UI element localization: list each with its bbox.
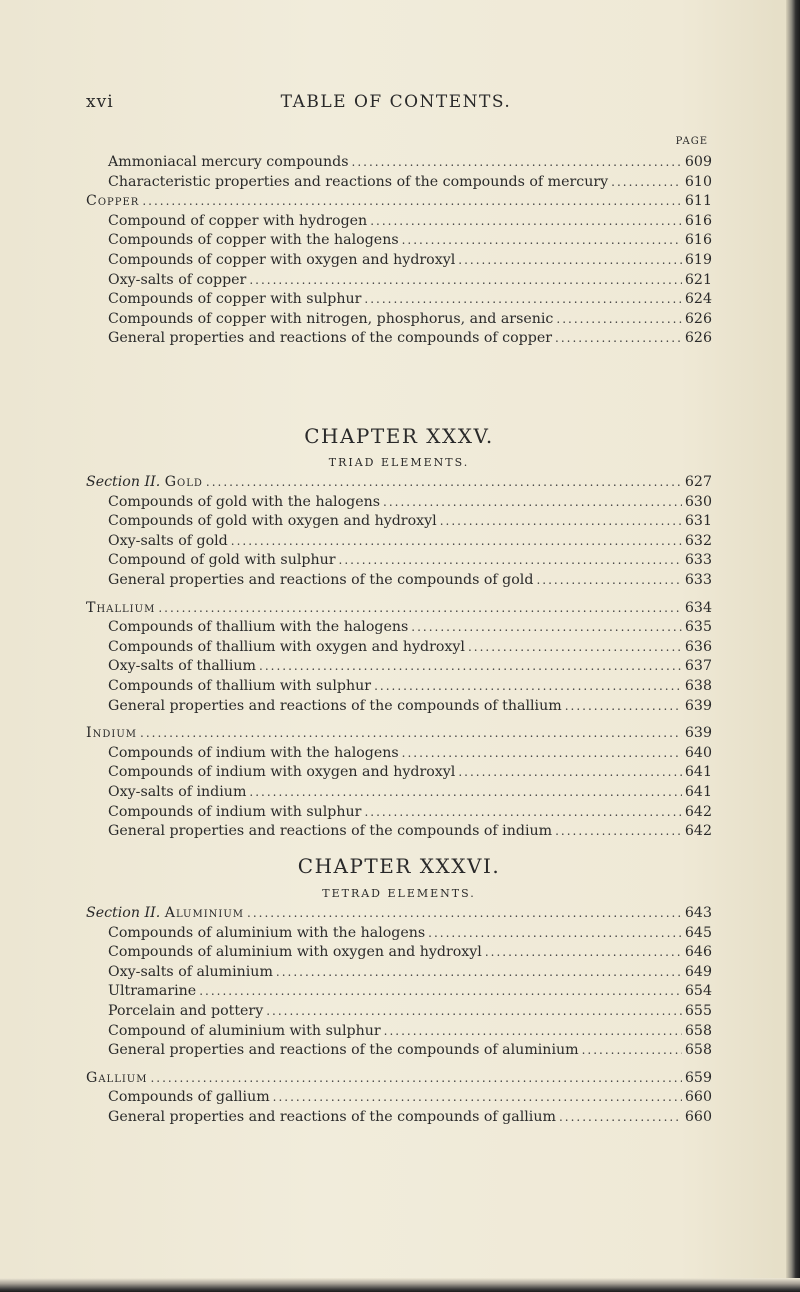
leader-dots [555, 824, 682, 838]
toc-entry-text: Compounds of copper with the halogens [108, 232, 399, 249]
leader-dots [559, 1110, 682, 1124]
toc-entry-page: 626 [684, 310, 712, 327]
toc-entry-page: 633 [684, 552, 712, 569]
toc-entry-label [108, 232, 399, 248]
toc-entry-text: Compound of gold with sulphur [108, 552, 336, 569]
toc-entry-page: 637 [684, 658, 712, 675]
toc-entry[interactable] [86, 784, 712, 804]
toc-entry-text: Porcelain and pottery [108, 1002, 264, 1019]
toc-entry-label [108, 698, 562, 714]
toc-entry-label [108, 658, 256, 674]
toc-entry[interactable] [86, 291, 712, 311]
leader-dots [565, 699, 682, 713]
toc-entry-label [108, 330, 552, 346]
toc-entry-text: Compounds of indium with oxygen and hydroxyl [108, 764, 456, 781]
toc-entry-text: General properties and reactions of the compounds of thallium [108, 697, 562, 714]
toc-entry-text: Compounds of copper with nitrogen, phosphorus, and arsenic [108, 310, 554, 327]
running-header [86, 92, 706, 116]
section-gap [86, 592, 712, 600]
leader-dots [555, 331, 682, 345]
toc-entry-text: Compounds of gold with oxygen and hydroxyl [108, 513, 437, 530]
toc-entry-page: 641 [684, 783, 712, 800]
leader-dots [611, 175, 682, 189]
toc-entry-text: Compounds of thallium with the halogens [108, 619, 409, 636]
toc-entry[interactable] [86, 658, 712, 678]
toc-entry-page: 643 [684, 905, 712, 921]
toc-entry[interactable] [86, 764, 712, 784]
toc-entry-label [108, 925, 425, 941]
leader-dots [370, 214, 682, 228]
leader-dots [339, 553, 682, 567]
toc-entry[interactable] [86, 474, 712, 494]
toc-entry[interactable] [86, 232, 712, 252]
toc-entry-text: Compounds of gallium [108, 1089, 270, 1106]
toc-entry[interactable] [86, 272, 712, 292]
leader-dots [266, 1004, 682, 1018]
toc-entry-page: 627 [684, 474, 712, 490]
toc-entry-page: 645 [684, 924, 712, 941]
toc-entry-text: Compound of copper with hydrogen [108, 212, 368, 229]
toc-entry-text: Oxy-salts of copper [108, 271, 247, 288]
toc-entry-page: 634 [684, 599, 712, 616]
toc-entry[interactable] [86, 698, 712, 718]
toc-entry-label [86, 905, 244, 921]
toc-chapter-36 [86, 905, 712, 1129]
toc-entry-page: 660 [684, 1089, 712, 1106]
toc-entry[interactable] [86, 1089, 712, 1109]
leader-dots [352, 155, 682, 169]
toc-entry-label [108, 639, 465, 655]
toc-entry-text: Ammoniacal mercury compounds [108, 154, 349, 170]
section-prefix: Section II. [86, 474, 165, 490]
toc-entry-text: Oxy-salts of gold [108, 532, 228, 549]
toc-entry-label [86, 600, 155, 616]
leader-dots [536, 573, 681, 587]
toc-entry-page: 641 [684, 764, 712, 781]
toc-entry-text: Compounds of copper with sulphur [108, 291, 362, 308]
toc-entry-text: Compounds of aluminium with oxygen and hydroxyl [108, 944, 482, 961]
leader-dots [364, 805, 681, 819]
toc-entry-page: 619 [684, 251, 712, 268]
toc-entry-label [108, 291, 361, 307]
toc-entry-page: 610 [684, 173, 712, 190]
section-prefix: Section II. [86, 905, 165, 921]
toc-entry-page: 658 [684, 1042, 712, 1059]
toc-entry-page: 635 [684, 619, 712, 636]
toc-entry-text: Ultramarine [108, 983, 197, 1000]
leader-dots [458, 253, 682, 267]
leader-dots [411, 620, 682, 634]
toc-entry-text: Oxy-salts of indium [108, 783, 247, 800]
toc-entry[interactable] [86, 572, 712, 592]
toc-entry-page: 632 [684, 532, 712, 549]
leader-dots [468, 640, 682, 654]
toc-entry-label [108, 619, 408, 635]
toc-entry-label [86, 193, 139, 209]
leader-dots [374, 679, 682, 693]
toc-entry-text: Gold [164, 474, 203, 490]
leader-dots [249, 785, 682, 799]
toc-entry-label [108, 1003, 263, 1019]
toc-entry-text: Thallium [86, 599, 156, 616]
toc-entry-page: 631 [684, 513, 712, 530]
toc-entry-label [108, 764, 455, 780]
section-gap [86, 717, 712, 725]
toc-entry-label [108, 572, 533, 588]
leader-dots [485, 945, 682, 959]
toc-entry-label [108, 983, 196, 999]
toc-entry-text: General properties and reactions of the compounds of gold [108, 571, 534, 588]
toc-entry-text: Compounds of gold with the halogens [108, 493, 381, 510]
toc-entry-page: 621 [684, 271, 712, 288]
toc-entry-text: Compounds of thallium with oxygen and hydroxyl [108, 638, 465, 655]
toc-entry-page: 611 [684, 193, 712, 210]
toc-entry-page: 639 [684, 697, 712, 714]
toc-entry-page: 646 [684, 944, 712, 961]
toc-entry-text: General properties and reactions of the compounds of gallium [108, 1108, 556, 1125]
toc-entry[interactable] [86, 213, 712, 233]
leader-dots [402, 746, 682, 760]
toc-entry-label [108, 944, 482, 960]
leader-dots [150, 1071, 681, 1085]
toc-entry-text: General properties and reactions of the compounds of aluminium [108, 1042, 579, 1059]
toc-entry[interactable] [86, 1003, 712, 1023]
leader-dots [231, 534, 682, 548]
leader-dots [158, 601, 682, 615]
toc-entry[interactable] [86, 639, 712, 659]
toc-entry-label [108, 1089, 270, 1105]
toc-entry-label [86, 1070, 147, 1086]
toc-entry-text: Compounds of indium with the halogens [108, 744, 399, 761]
toc-entry-text: Copper [86, 193, 140, 210]
toc-entry-text: Compounds of thallium with sulphur [108, 677, 372, 694]
toc-entry[interactable] [86, 1042, 712, 1062]
toc-entry-page: 624 [684, 291, 712, 308]
toc-entry-label [108, 311, 553, 327]
toc-entry-label [108, 1109, 556, 1125]
toc-entry-page: 633 [684, 571, 712, 588]
toc-entry[interactable] [86, 1023, 712, 1043]
toc-entry-text: Oxy-salts of thallium [108, 658, 257, 675]
toc-entry-page: 659 [684, 1069, 712, 1086]
toc-entry-text: General properties and reactions of the compounds of copper [108, 330, 553, 347]
leader-dots [273, 1090, 682, 1104]
toc-entry[interactable] [86, 823, 712, 843]
leader-dots [140, 726, 682, 740]
toc-entry[interactable] [86, 330, 712, 350]
chapter-title-35: CHAPTER XXXV. [304, 424, 494, 448]
leader-dots [582, 1043, 682, 1057]
toc-entry-label [108, 804, 361, 820]
leader-dots [199, 984, 682, 998]
toc-entry[interactable] [86, 804, 712, 824]
toc-entry-page: 642 [684, 823, 712, 840]
toc-entry-label [108, 678, 371, 694]
toc-entry-label [108, 272, 246, 288]
leader-dots [276, 965, 682, 979]
toc-entry-label [108, 1023, 381, 1039]
scan-edge-bottom [0, 1278, 800, 1292]
chapter-subtitle-36: TETRAD ELEMENTS. [322, 887, 476, 900]
toc-entry-page: 658 [684, 1022, 712, 1039]
toc-entry[interactable] [86, 154, 712, 174]
chapter-subtitle-35: TRIAD ELEMENTS. [328, 456, 470, 469]
toc-entry-label [108, 213, 367, 229]
toc-entry-label [108, 252, 455, 268]
toc-entry-label [108, 513, 437, 529]
chapter-title-36: CHAPTER XXXVI. [297, 854, 501, 878]
toc-entry-text: Compound of aluminium with sulphur [108, 1022, 381, 1039]
toc-entry[interactable] [86, 174, 712, 194]
toc-entry[interactable] [86, 983, 712, 1003]
toc-entry-page: 654 [684, 983, 712, 1000]
toc-entry-label [108, 823, 552, 839]
toc-entry[interactable] [86, 600, 712, 620]
toc-entry-label [108, 533, 228, 549]
page-column-label: PAGE [675, 136, 708, 147]
toc-entry-label [108, 745, 399, 761]
leader-dots [458, 765, 682, 779]
toc-entry[interactable] [86, 552, 712, 572]
toc-entry-text: Characteristic properties and reactions of the compounds of mercury [108, 173, 609, 190]
toc-entry-page: 638 [684, 677, 712, 694]
toc-entry[interactable] [86, 619, 712, 639]
toc-entry[interactable] [86, 193, 712, 213]
leader-dots [259, 659, 682, 673]
toc-entry-text: Compounds of aluminium with the halogens [108, 924, 426, 941]
toc-entry-text: Compounds of copper with oxygen and hydroxyl [108, 251, 456, 268]
toc-entry-text: Oxy-salts of aluminium [108, 963, 273, 980]
leader-dots [364, 292, 682, 306]
toc-entry-label [108, 552, 336, 568]
leader-dots [556, 312, 682, 326]
toc-entry[interactable] [86, 1070, 712, 1090]
leader-dots [247, 906, 682, 920]
toc-entry[interactable] [86, 494, 712, 514]
toc-entry-label [108, 1042, 579, 1058]
toc-entry-text: Gallium [86, 1069, 148, 1086]
toc-entry-page: 630 [684, 493, 712, 510]
toc-entry-text: General properties and reactions of the compounds of indium [108, 823, 553, 840]
leader-dots [428, 926, 682, 940]
toc-entry-label [108, 784, 246, 800]
toc-entry-page: 609 [684, 154, 712, 170]
leader-dots [206, 475, 682, 489]
toc-entry-label [108, 494, 380, 510]
toc-entry[interactable] [86, 678, 712, 698]
toc-entry[interactable] [86, 725, 712, 745]
leader-dots [384, 1024, 682, 1038]
toc-group-mercury-copper [86, 154, 712, 350]
toc-entry-page: 655 [684, 1002, 712, 1019]
toc-entry-page: 639 [684, 725, 712, 742]
toc-entry[interactable] [86, 745, 712, 765]
toc-entry-page: 616 [684, 212, 712, 229]
leader-dots [249, 273, 682, 287]
toc-entry[interactable] [86, 311, 712, 331]
toc-entry-page: 640 [684, 744, 712, 761]
toc-entry-label [108, 964, 273, 980]
toc-entry-text: Aluminium [164, 905, 245, 921]
leader-dots [383, 495, 682, 509]
toc-entry-page: 660 [684, 1108, 712, 1125]
leader-dots [402, 233, 682, 247]
leader-dots [440, 514, 682, 528]
toc-entry-label [108, 154, 349, 170]
toc-entry[interactable] [86, 533, 712, 553]
toc-entry[interactable] [86, 1109, 712, 1129]
page-number: xvi [86, 92, 114, 112]
toc-entry-text: Compounds of indium with sulphur [108, 803, 362, 820]
toc-entry-page: 649 [684, 963, 712, 980]
section-gap [86, 1062, 712, 1070]
toc-entry-text: Indium [86, 725, 137, 742]
page-title: TABLE OF CONTENTS. [280, 92, 512, 112]
toc-entry-page: 642 [684, 803, 712, 820]
scan-edge-right [786, 0, 800, 1292]
toc-entry[interactable] [86, 513, 712, 533]
toc-entry-page: 616 [684, 232, 712, 249]
toc-entry[interactable] [86, 944, 712, 964]
toc-entry[interactable] [86, 905, 712, 925]
toc-entry[interactable] [86, 252, 712, 272]
toc-entry-page: 626 [684, 330, 712, 347]
toc-entry[interactable] [86, 964, 712, 984]
toc-chapter-35 [86, 474, 712, 843]
toc-entry-label [86, 474, 203, 490]
toc-entry[interactable] [86, 925, 712, 945]
leader-dots [142, 194, 682, 208]
toc-entry-label [86, 725, 137, 741]
toc-entry-page: 636 [684, 638, 712, 655]
toc-entry-label [108, 174, 608, 190]
